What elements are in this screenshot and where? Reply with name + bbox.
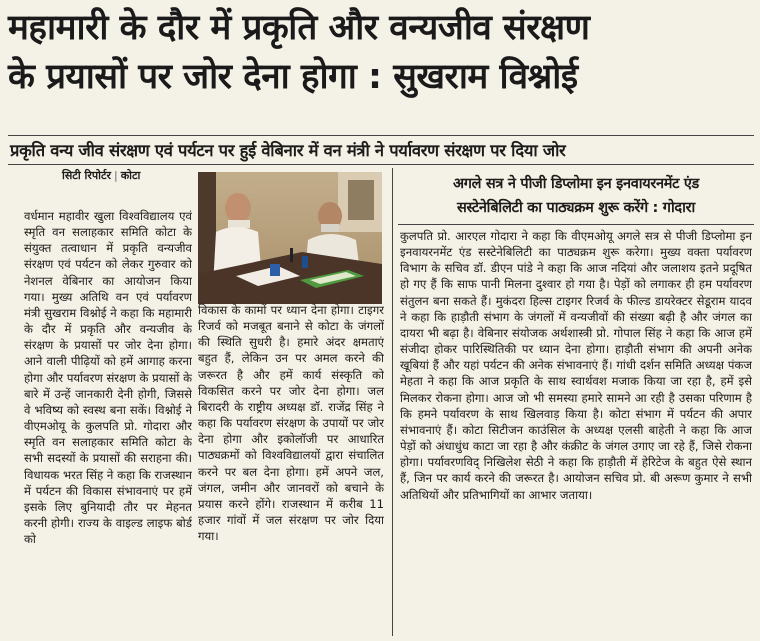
- article-column-3: [400, 228, 752, 636]
- byline-city: कोटा: [120, 169, 141, 182]
- main-headline-line2: के प्रयासों पर जोर देना होगा : सुखराम विश्नोई: [8, 57, 578, 97]
- column-1-text: वर्धमान महावीर खुला विश्वविद्यालय एवं स्मृति वन सलाहकार समिति कोटा के संयुक्त तत्वाधान में प्रकृति वन्यजीव संरक्षण एवं पर्यटन को लेकर गुरुवार को नेशनल वेबिनार का आयोजन किया गया। मुख्य अतिथि वन एवं पर्यावरण मंत्री सुखराम विश्नोई ने कहा कि महामारी के दौर में प्रकृति और वन्यजीव के संरक्षण के प्रयासों पर जोर देना होगा। आने वाली पीढ़ियों को हमें आगाह करना होगा और पर्यावरण संरक्षण के प्रयासों के बारे में उन्हें जानकारी देनी होगी, जिससे वे भविष्य को स्वस्थ बना सकें। विश्नोई ने वीएमओयू के कुलपति प्रो. गोदारा और स्मृति वन सलाहकार समिति कोटा के सभी सदस्यों के प्रयासों की सराहना की। विधायक भरत सिंह ने कहा कि राजस्थान में पर्यटन की विकास संभावनाएं पर हमें इसके लिए बुनियादी तौर पर मेहनत करनी होगी। राज्य के वाइल्ड लाइफ बोर्ड को: [24, 209, 192, 547]
- column-2-text: विकास के कामों पर ध्यान देना होगा। टाइगर रिजर्व को मजबूत बनाने से कोटा के जंगलों की स्थिति सुधरी है। हमारे अंदर क्षमताएं बहुत हैं, लेकिन उन पर अमल करने की जरूरत है और हमें कार्य संस्कृति को विकसित करने पर जोर देना होगा। जल बिरादरी के राष्ट्रीय अध्यक्ष डॉ. राजेंद्र सिंह ने कहा कि पर्यावरण संरक्षण के उपायों पर जोर देना होगा और इकोलॉजी पर आधारित पाठ्यक्रमों को विश्वविद्यालयों द्वारा संचालित करने पर बल देना होगा। हमें अपने जल, जंगल, जमीन और जानवरों को बचाने के प्रयास करने होंगे। राजस्थान में करीब 11 हजार गांवों में जल संरक्षण पर जोर दिया गया।: [198, 303, 384, 544]
- secondary-headline-line1: अगले सत्र ने पीजी डिप्लोमा इन इनवायरनमेंट एंड: [452, 176, 699, 192]
- article-column-2: [198, 302, 384, 634]
- main-headline: [8, 4, 756, 102]
- headline-rule: [8, 135, 754, 136]
- main-headline-line1: महामारी के दौर में प्रकृति और वन्यजीव संरक्षण: [8, 8, 590, 48]
- webinar-photo: [198, 172, 382, 304]
- secondary-headline-line2: सस्टेनेबिलिटी का पाठ्यक्रम शुरू करेंगे : गोदारा: [457, 200, 695, 216]
- column-3-text: कुलपति प्रो. आरएल गोदारा ने कहा कि वीएमओयू अगले सत्र से पीजी डिप्लोमा इन इनवायरनमेंट एंड सस्टेनेबिलिटी का पाठ्यक्रम शुरू करेगा। मुख्य वक्ता पर्यावरण विभाग के सचिव डॉ. डीएन पांडे ने कहा कि आज नदियां और जलाशय इतने प्रदूषित हो गए हैं कि साफ पानी मिलना दुश्वार हो गया है। पेड़ों को लगाकर ही हम पर्यावरण संतुलन बना सकते हैं। मुकंदरा हिल्स टाइगर रिजर्व के फील्ड डायरेक्टर सेडूराम यादव ने कहा कि हाड़ौती संभाग के जंगलों में वन्यजीवों की संख्या बढ़ी है और जंगल का दायरा भी बढ़ा है। वेबिनार संयोजक अर्थशास्त्री प्रो. गोपाल सिंह ने कहा कि आज हमें संजीदा होकर पारिस्थितिकी पर ध्यान देना होगा। हाड़ौती संभाग की अपनी अनेक खूबियां हैं और यहां पर्यटन की अनेक संभावनाएं हैं। गांधी दर्शन समिति अध्यक्ष पंकज मेहता ने कहा कि आज प्रकृति के साथ स्वार्थवश मजाक किया जा रहा है, हमें इसे मिलकर रोकना होगा। आज जो भी समस्या हमारे सामने आ रही है उसका परिणाम है कि हमने पर्यावरण के साथ खिलवाड़ किया है। कोटा संभाग में पर्यटन की अपार संभावनाएं हैं। कोटा सिटीजन काउंसिल के अध्यक्ष एलसी बाहेती ने कहा कि आज पेड़ों को अंधाधुंध काटा जा रहा है और कंक्रीट के जंगल उगाए जा रहे हैं, जिसे रोकना होगा। पर्यावरणविद् निखिलेश सेठी ने कहा कि हाड़ौती में हेरिटेज के बहुत ऐसे स्थान हैं, जिन पर कार्य करने की जरूरत है। आयोजन सचिव प्रो. बी अरूण कुमार ने सभी अतिथियों और प्रतिभागियों का आभार जताया।: [400, 229, 752, 502]
- secondary-headline-rule: [398, 224, 754, 225]
- secondary-headline: [398, 172, 754, 220]
- webinar-photo-illustration: [198, 172, 382, 304]
- sub-headline: प्रकृति वन्य जीव संरक्षण एवं पर्यटन पर हुई वेबिनार में वन मंत्री ने पर्यावरण संरक्षण पर दिया जोर: [10, 141, 566, 160]
- byline: [62, 168, 140, 183]
- byline-separator: |: [114, 169, 118, 182]
- article-column-1: [24, 208, 192, 634]
- subhead-rule: [8, 164, 754, 165]
- column-divider: [392, 168, 393, 636]
- byline-reporter: सिटी रिपोर्टर: [62, 169, 111, 182]
